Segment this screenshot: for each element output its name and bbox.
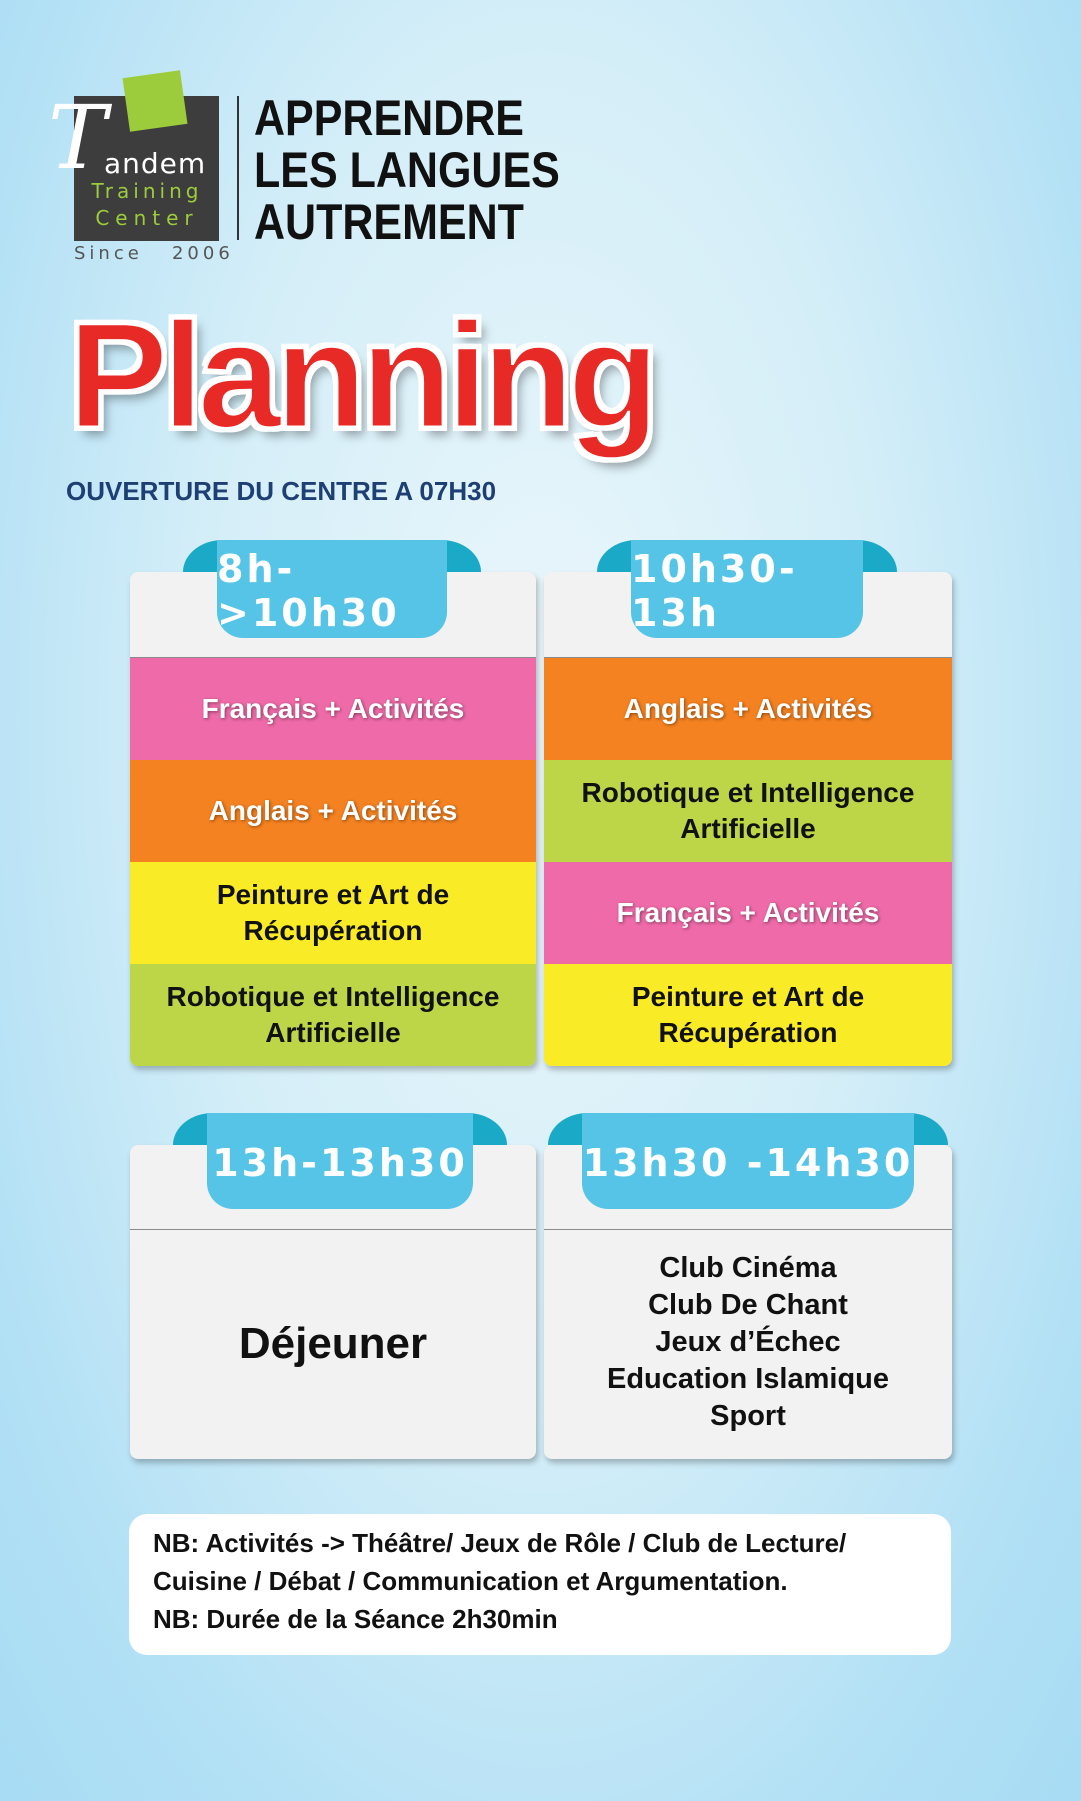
session-time: 10h30-13h xyxy=(631,540,863,638)
course-row: Français + Activités xyxy=(130,658,536,760)
course-row: Anglais + Activités xyxy=(544,658,952,760)
course-row: Français + Activités xyxy=(544,862,952,964)
logo-name: andem xyxy=(104,147,207,180)
list-item: Jeux d’Échec xyxy=(655,1325,841,1358)
logo-line-center: Center xyxy=(95,206,199,230)
page-title: Planning xyxy=(68,291,654,459)
logo-green-square xyxy=(123,70,188,132)
slogan-line: APPRENDRE xyxy=(254,90,524,146)
list-item: Club Cinéma xyxy=(659,1251,837,1284)
lunch-label: Déjeuner xyxy=(238,1319,428,1368)
slogan-line: LES LANGUES xyxy=(254,142,560,198)
time-ribbon xyxy=(548,1113,948,1209)
session-time: 13h-13h30 xyxy=(207,1113,473,1209)
club-list xyxy=(544,1237,952,1447)
note-line: Cuisine / Débat / Communication et Argumentation. xyxy=(153,1566,788,1596)
session-time: 13h30 -14h30 xyxy=(582,1113,914,1209)
note-line: NB: Durée de la Séance 2h30min xyxy=(153,1604,558,1634)
logo-divider xyxy=(237,96,239,240)
course-row: Peinture et Art de Récupération xyxy=(130,862,536,964)
lunch-card xyxy=(130,1141,536,1459)
note-line: NB: Activités -> Théâtre/ Jeux de Rôle / Club de Lecture/ xyxy=(153,1528,847,1558)
notes-box xyxy=(129,1514,951,1655)
session-card-late-morning xyxy=(544,547,952,1066)
logo-line-training: Training xyxy=(91,179,203,203)
slogan xyxy=(254,92,560,248)
course-row: Peinture et Art de Récupération xyxy=(544,964,952,1066)
list-item: Sport xyxy=(710,1399,786,1432)
slogan-line: AUTREMENT xyxy=(254,194,524,250)
list-item: Club De Chant xyxy=(648,1288,848,1321)
opening-time: OUVERTURE DU CENTRE A 07H30 xyxy=(66,476,497,506)
session-time: 8h->10h30 xyxy=(217,540,447,638)
time-ribbon xyxy=(183,540,481,638)
time-ribbon xyxy=(597,540,897,638)
course-row: Robotique et Intelligence Artificielle xyxy=(544,760,952,862)
logo-since: Since 2006 xyxy=(74,243,234,264)
course-row: Robotique et Intelligence Artificielle xyxy=(130,964,536,1066)
list-item: Education Islamique xyxy=(607,1362,889,1395)
time-ribbon xyxy=(173,1113,507,1209)
clubs-card xyxy=(544,1141,952,1459)
logo-letter: T xyxy=(48,86,107,189)
course-row: Anglais + Activités xyxy=(130,760,536,862)
session-card-morning xyxy=(130,547,536,1066)
